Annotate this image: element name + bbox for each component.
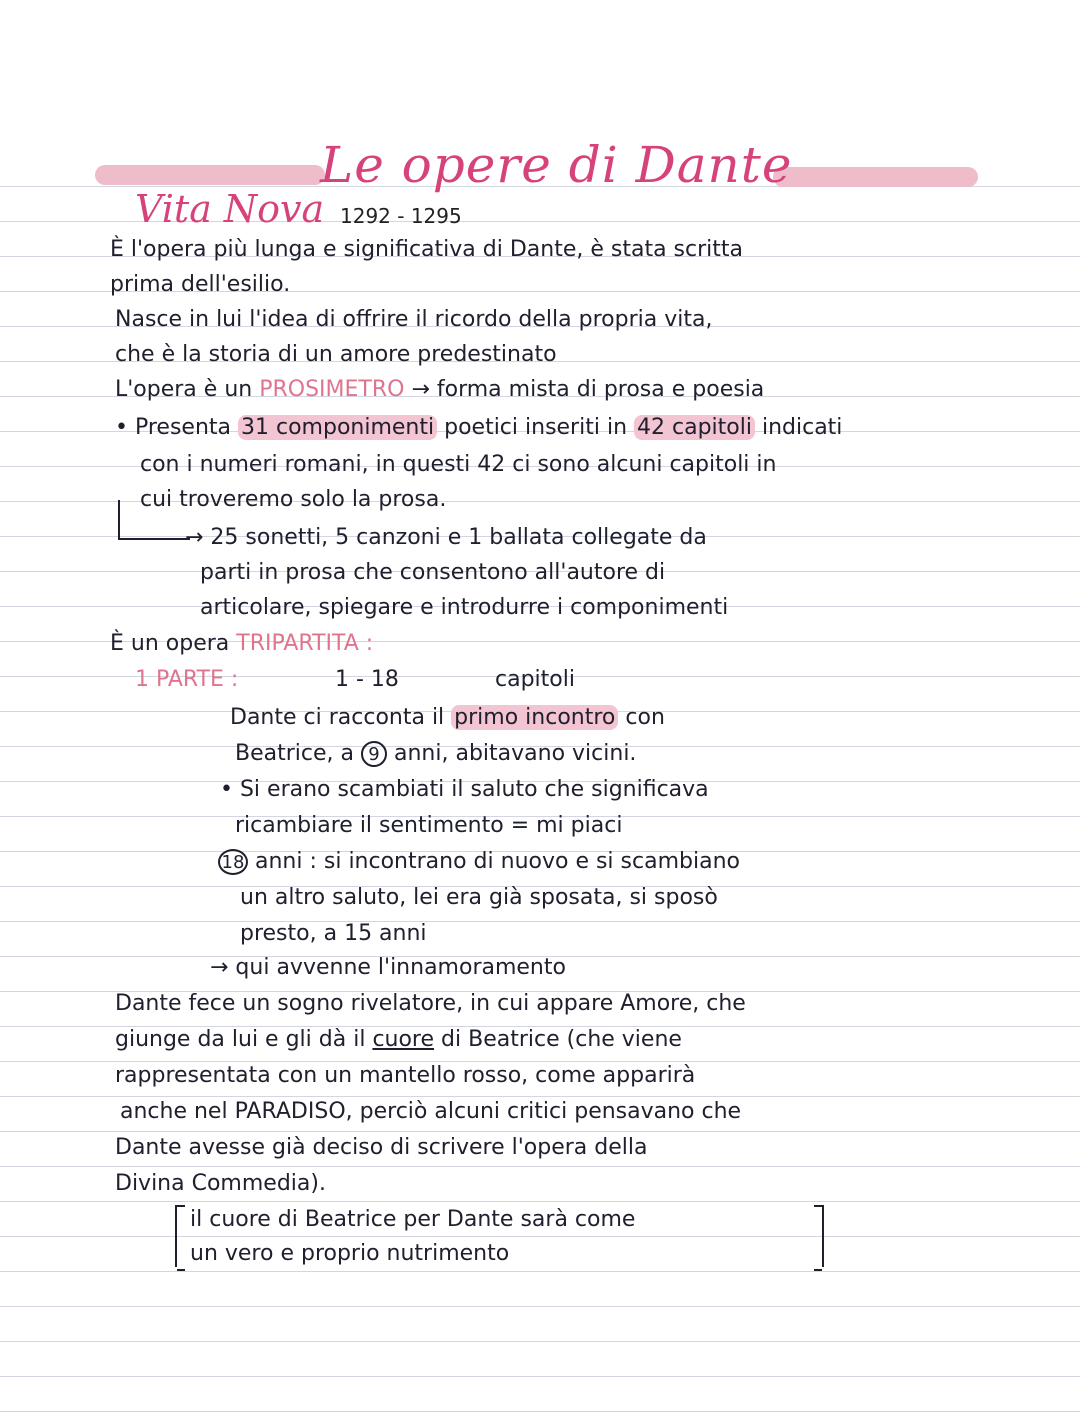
intro-line-2: prima dell'esilio. <box>110 272 291 297</box>
part1-incontro-nuovo: anni : si incontrano di nuovo e si scambiano <box>255 849 740 874</box>
part1-text-a: Dante ci racconta il <box>230 705 445 730</box>
tripartita-term: TRIPARTITA : <box>236 631 374 656</box>
sonetti-line-1: → 25 sonetti, 5 canzoni e 1 ballata collegate da <box>185 525 707 550</box>
part1-line-6: un altro saluto, lei era già sposata, si sposò <box>240 885 718 910</box>
dream-line-1: Dante fece un sogno rivelatore, in cui appare Amore, che <box>115 991 746 1016</box>
age-18-circle: 18 <box>218 849 248 875</box>
dream-line-4: anche nel PARADISO, perciò alcuni critici pensavano che <box>120 1099 742 1124</box>
part1-line-4: ricambiare il sentimento = mi piaci <box>235 813 623 838</box>
dream-line-6: Divina Commedia). <box>115 1171 326 1196</box>
intro-line-5 <box>115 372 764 407</box>
prosimetro-intro: L'opera è un <box>115 377 253 402</box>
part1-line-2 <box>235 736 636 771</box>
part1-text-c: con <box>625 705 665 730</box>
capitoli-highlight: 42 capitoli <box>634 415 755 440</box>
dream-line-5: Dante avesse già deciso di scrivere l'opera della <box>115 1135 648 1160</box>
part1-line-3: • Si erano scambiati il saluto che significava <box>220 777 709 802</box>
page-title: Le opere di Dante <box>320 136 793 194</box>
prosimetro-definition: → forma mista di prosa e poesia <box>411 377 765 402</box>
part1-beatrice: Beatrice, a <box>235 741 354 766</box>
part1-label: 1 PARTE : <box>135 667 239 692</box>
part1-line-5 <box>218 844 740 879</box>
dream-text-c: di Beatrice (che viene <box>441 1027 682 1052</box>
part1-line-1 <box>230 700 665 735</box>
primo-incontro-highlight: primo incontro <box>451 705 618 730</box>
part1-line-7: presto, a 15 anni <box>240 921 427 946</box>
intro-line-1: È l'opera più lunga e significativa di Dante, è stata scritta <box>110 237 744 262</box>
title-highlight-left <box>95 165 325 185</box>
corner-arrow-icon <box>118 500 190 540</box>
structure-line-2: con i numeri romani, in questi 42 ci sono alcuni capitoli in <box>140 452 777 477</box>
section-title: Vita Nova <box>135 187 325 231</box>
part1-range: 1 - 18 <box>335 667 399 692</box>
dream-line-2 <box>115 1022 682 1057</box>
structure-line-3: cui troveremo solo la prosa. <box>140 487 447 512</box>
age-9-circle: 9 <box>361 741 387 767</box>
section-dates: 1292 - 1295 <box>340 204 462 228</box>
dream-line-3: rappresentata con un mantello rosso, come apparirà <box>115 1063 696 1088</box>
intro-line-3: Nasce in lui l'idea di offrire il ricordo della propria vita, <box>115 307 713 332</box>
part1-anni: anni, abitavano vicini. <box>394 741 637 766</box>
cuore-underlined: cuore <box>372 1027 435 1052</box>
note-line-2: un vero e proprio nutrimento <box>190 1241 510 1266</box>
part1-unit: capitoli <box>495 667 575 692</box>
note-line-1: il cuore di Beatrice per Dante sarà come <box>190 1207 636 1232</box>
dream-text-a: giunge da lui e gli dà il <box>115 1027 366 1052</box>
intro-line-4: che è la storia di un amore predestinato <box>115 342 557 367</box>
prosimetro-term: PROSIMETRO <box>259 377 405 402</box>
structure-bullet: • Presenta <box>115 415 231 440</box>
part1-line-8: → qui avvenne l'innamoramento <box>210 955 566 980</box>
tripartita-intro: È un opera <box>110 631 230 656</box>
structure-line-1 <box>115 410 842 445</box>
sonetti-line-2: parti in prosa che consentono all'autore di <box>200 560 666 585</box>
structure-text-end: indicati <box>761 415 843 440</box>
sonetti-line-3: articolare, spiegare e introdurre i componimenti <box>200 595 729 620</box>
componimenti-highlight: 31 componimenti <box>238 415 437 440</box>
title-highlight-right <box>773 167 978 187</box>
tripartita-line <box>110 626 373 661</box>
structure-text-mid: poetici inseriti in <box>444 415 628 440</box>
